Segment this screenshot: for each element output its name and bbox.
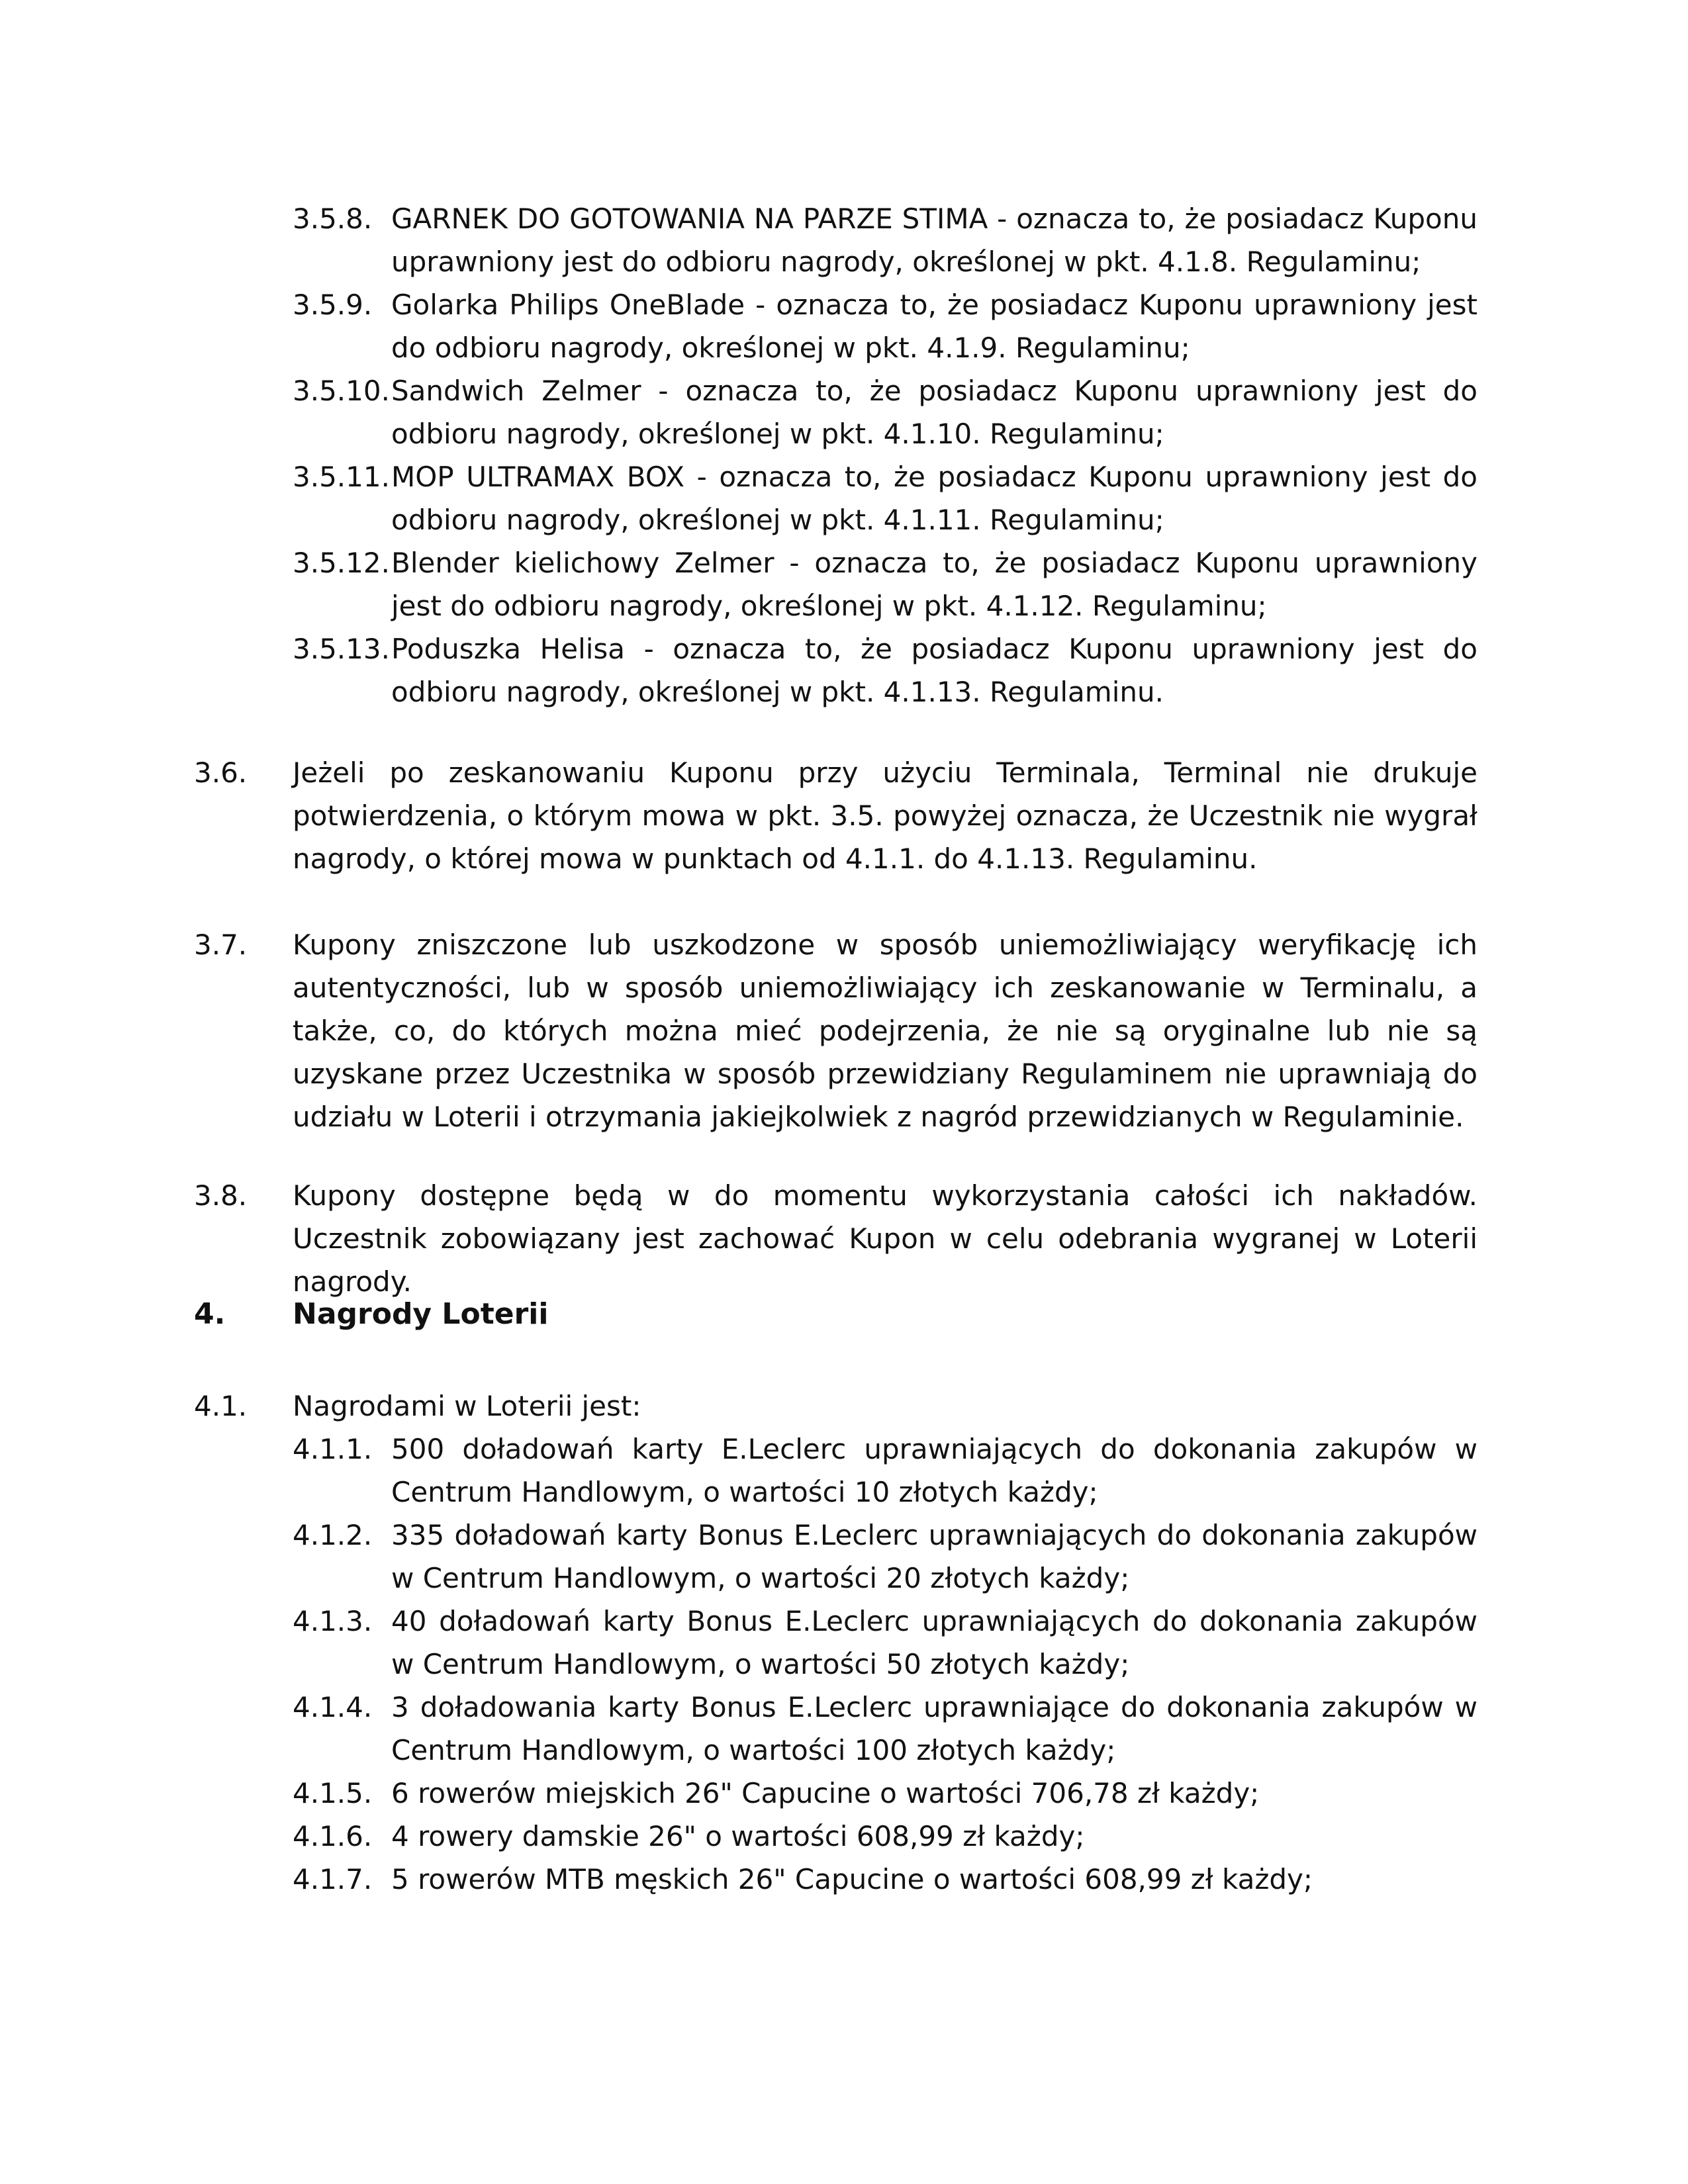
paragraph-3-7 bbox=[194, 923, 1477, 1138]
item-number: 3.5.13. bbox=[293, 633, 390, 665]
paragraph-3-8 bbox=[194, 1174, 1477, 1303]
item-number: 4.1.1. bbox=[293, 1433, 373, 1465]
item-number: 3.5.10. bbox=[293, 375, 390, 407]
list-item bbox=[293, 1514, 1477, 1600]
paragraph-text: Kupony zniszczone lub uszkodzone w sposób uniemożliwiający weryfikację ich autentyczności, lub w sposób uniemożliwiający ich zeskanowanie w Terminalu, a także, co, do których można mieć podejrzenia, że nie są oryginalne lub nie są uzyskane przez Uczestnika w sposób przewidziany Regulaminem nie uprawniają do udziału w Loterii i otrzymania jakiejkolwiek z nagród przewidzianych w Regulaminie. bbox=[293, 929, 1477, 1133]
item-text: Poduszka Helisa - oznacza to, że posiadacz Kuponu uprawniony jest do odbioru nagrody, określonej w pkt. 4.1.13. Regulaminu. bbox=[391, 633, 1477, 708]
item-text: 3 doładowania karty Bonus E.Leclerc uprawniające do dokonania zakupów w Centrum Handlowym, o wartości 100 złotych każdy; bbox=[391, 1691, 1477, 1766]
list-item bbox=[293, 627, 1477, 713]
paragraph-number: 3.8. bbox=[194, 1179, 248, 1212]
item-text: 4 rowery damskie 26" o wartości 608,99 zł każdy; bbox=[391, 1820, 1085, 1852]
item-text: Blender kielichowy Zelmer - oznacza to, że posiadacz Kuponu uprawniony jest do odbioru nagrody, określonej w pkt. 4.1.12. Regulaminu; bbox=[391, 547, 1477, 622]
list-item bbox=[293, 1858, 1477, 1901]
item-number: 4.1.7. bbox=[293, 1863, 373, 1895]
item-text: 5 rowerów MTB męskich 26" Capucine o wartości 608,99 zł każdy; bbox=[391, 1863, 1313, 1895]
list-item bbox=[293, 1815, 1477, 1858]
item-text: MOP ULTRAMAX BOX - oznacza to, że posiadacz Kuponu uprawniony jest do odbioru nagrody, określonej w pkt. 4.1.11. Regulaminu; bbox=[391, 461, 1477, 536]
list-item bbox=[293, 1600, 1477, 1686]
list-item bbox=[293, 1428, 1477, 1514]
item-number: 4.1.3. bbox=[293, 1605, 373, 1637]
item-text: Golarka Philips OneBlade - oznacza to, że posiadacz Kuponu uprawniony jest do odbioru nagrody, określonej w pkt. 4.1.9. Regulaminu; bbox=[391, 289, 1477, 364]
paragraph-text: Jeżeli po zeskanowaniu Kuponu przy użyciu Terminala, Terminal nie drukuje potwierdzenia, o którym mowa w pkt. 3.5. powyżej oznacza, że Uczestnik nie wygrał nagrody, o której mowa w punktach od 4.1.1. do 4.1.13. Regulaminu. bbox=[293, 756, 1477, 875]
item-text: 500 doładowań karty E.Leclerc uprawniających do dokonania zakupów w Centrum Handlowym, o wartości 10 złotych każdy; bbox=[391, 1433, 1477, 1508]
list-item bbox=[293, 283, 1477, 369]
list-item bbox=[293, 197, 1477, 283]
item-text: 335 doładowań karty Bonus E.Leclerc uprawniających do dokonania zakupów w Centrum Handlowym, o wartości 20 złotych każdy; bbox=[391, 1519, 1477, 1594]
list-item bbox=[293, 1686, 1477, 1772]
paragraph-number: 3.6. bbox=[194, 756, 248, 789]
item-number: 4.1.2. bbox=[293, 1519, 373, 1551]
paragraph-number: 3.7. bbox=[194, 929, 248, 961]
heading-title: Nagrody Loterii bbox=[293, 1297, 549, 1331]
section-4-1-list bbox=[293, 1428, 1477, 1901]
paragraph-text: Nagrodami w Loterii jest: bbox=[293, 1390, 641, 1422]
paragraph-number: 4.1. bbox=[194, 1390, 248, 1422]
paragraph-text: Kupony dostępne będą w do momentu wykorzystania całości ich nakładów. Uczestnik zobowiązany jest zachować Kupon w celu odebrania wygranej w Loterii nagrody. bbox=[293, 1179, 1477, 1298]
item-number: 3.5.11. bbox=[293, 461, 390, 493]
item-text: 6 rowerów miejskich 26" Capucine o wartości 706,78 zł każdy; bbox=[391, 1777, 1260, 1809]
paragraph-3-6 bbox=[194, 751, 1477, 880]
item-text: GARNEK DO GOTOWANIA NA PARZE STIMA - oznacza to, że posiadacz Kuponu uprawniony jest do odbioru nagrody, określonej w pkt. 4.1.8. Regulaminu; bbox=[391, 203, 1477, 278]
heading-number: 4. bbox=[194, 1297, 226, 1331]
list-item bbox=[293, 455, 1477, 541]
item-text: Sandwich Zelmer - oznacza to, że posiadacz Kuponu uprawniony jest do odbioru nagrody, określonej w pkt. 4.1.10. Regulaminu; bbox=[391, 375, 1477, 450]
list-item bbox=[293, 541, 1477, 627]
item-text: 40 doładowań karty Bonus E.Leclerc uprawniających do dokonania zakupów w Centrum Handlowym, o wartości 50 złotych każdy; bbox=[391, 1605, 1477, 1680]
item-number: 4.1.5. bbox=[293, 1777, 373, 1809]
item-number: 3.5.9. bbox=[293, 289, 373, 321]
item-number: 4.1.6. bbox=[293, 1820, 373, 1852]
section-3-5-list bbox=[293, 197, 1477, 713]
paragraph-4-1 bbox=[194, 1385, 1477, 1428]
item-number: 3.5.12. bbox=[293, 547, 390, 579]
item-number: 4.1.4. bbox=[293, 1691, 373, 1723]
item-number: 3.5.8. bbox=[293, 203, 373, 235]
list-item bbox=[293, 1772, 1477, 1815]
list-item bbox=[293, 369, 1477, 455]
